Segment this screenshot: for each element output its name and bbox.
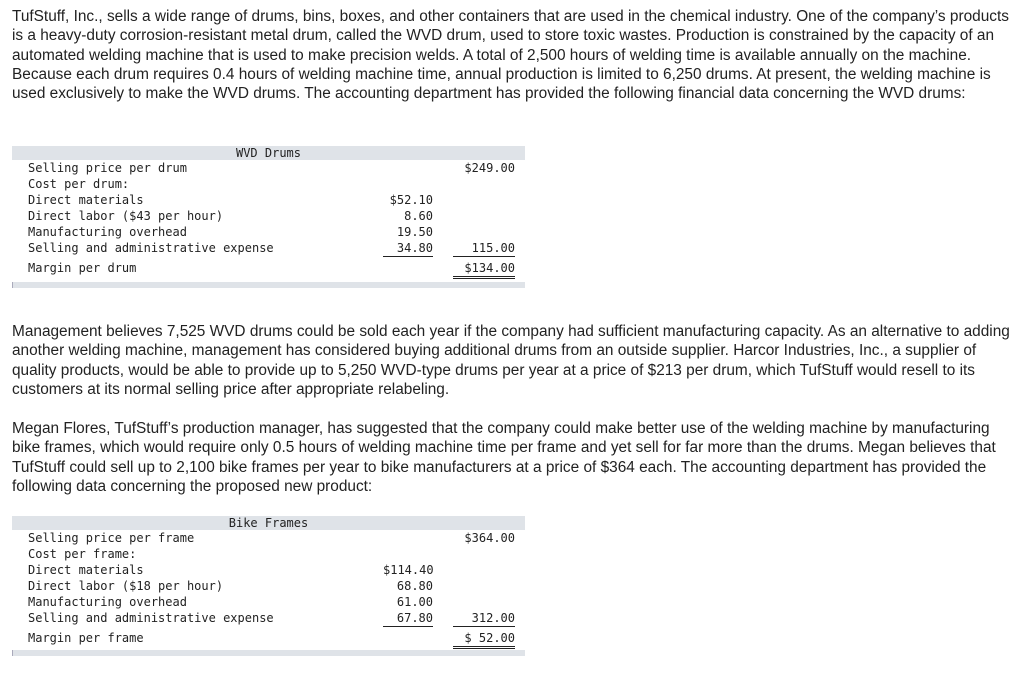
- row-label: Manufacturing overhead: [28, 225, 187, 239]
- sa-expense-value: 34.80: [383, 240, 433, 257]
- row-label: Direct labor ($43 per hour): [28, 209, 224, 223]
- overhead-value: 19.50: [396, 225, 433, 239]
- table-row: [12, 610, 525, 626]
- bike-frames-paragraph: Megan Flores, TufStuff’s production manager, has suggested that the company could make better use of the welding machine by manufacturing bike frames, which would require only 0.5 hours of welding machine time per frame and yet sell for far more than the drums. Megan believes that TufStuff could sell up to 2,100 bike frames per year to bike manufacturers at a price of $364 each. The accounting department has provided the following data concerning the proposed new product:: [12, 420, 996, 495]
- row-label: Selling price per drum: [28, 161, 187, 175]
- wvd-drums-table: [12, 146, 525, 288]
- sa-expense-value: 67.80: [383, 610, 433, 627]
- table-title: Bike Frames: [12, 516, 525, 530]
- total-cost-value: 115.00: [453, 240, 515, 257]
- margin-value: $134.00: [453, 260, 515, 279]
- overhead-value: 61.00: [396, 595, 433, 609]
- direct-materials-value: $52.10: [389, 193, 433, 207]
- table-title: WVD Drums: [12, 146, 525, 160]
- row-label: Cost per drum:: [28, 177, 130, 191]
- margin-value: $ 52.00: [453, 630, 515, 649]
- row-label: Manufacturing overhead: [28, 595, 187, 609]
- table-row: [12, 192, 525, 208]
- row-label: Direct labor ($18 per hour): [28, 579, 224, 593]
- row-label: Selling and administrative expense: [28, 611, 274, 625]
- intro-paragraph: TufStuff, Inc., sells a wide range of drums, bins, boxes, and other containers that are used in the chemical industry. One of the company’s products is a heavy-duty corrosion-resistant metal drum, called the WVD drum, used to store toxic wastes. Production is constrained by the capacity of an automated welding machine that is used to make precision welds. A total of 2,500 hours of welding time is available annually on the machine. Because each drum requires 0.4 hours of welding machine time, annual production is limited to 6,250 drums. At present, the welding machine is used exclusively to make the WVD drums. The accounting department has provided the following financial data concerning the WVD drums:: [12, 8, 1009, 103]
- table-row: [12, 594, 525, 610]
- direct-materials-value: $114.40: [383, 563, 434, 577]
- total-cost-value: 312.00: [453, 610, 515, 627]
- row-label: Margin per drum: [28, 261, 137, 275]
- table-footer-bar: [12, 282, 525, 288]
- table-row: [12, 240, 525, 256]
- table-row: [12, 562, 525, 578]
- row-label: Cost per frame:: [28, 547, 137, 561]
- management-paragraph: Management believes 7,525 WVD drums could be sold each year if the company had sufficient manufacturing capacity. As an alternative to adding another welding machine, management has considered buying additional drums from an outside supplier. Harcor Industries, Inc., a supplier of quality products, would be able to provide up to 5,250 WVD-type drums per year at a price of $213 per drum, which TufStuff would resell to its customers at its normal selling price after appropriate relabeling.: [12, 323, 1010, 398]
- table-footer-bar: [12, 650, 525, 656]
- table-row: [12, 578, 525, 594]
- table-row: [12, 260, 525, 276]
- row-label: Direct materials: [28, 193, 144, 207]
- selling-price-value: $249.00: [464, 161, 515, 175]
- row-label: Margin per frame: [28, 631, 144, 645]
- row-label: Direct materials: [28, 563, 144, 577]
- table-row: [12, 176, 525, 192]
- selling-price-value: $364.00: [464, 531, 515, 545]
- table-row: [12, 208, 525, 224]
- row-label: Selling and administrative expense: [28, 241, 274, 255]
- table-row: [12, 546, 525, 562]
- table-row: [12, 224, 525, 240]
- direct-labor-value: 68.80: [396, 579, 433, 593]
- table-row: [12, 160, 525, 176]
- row-label: Selling price per frame: [28, 531, 195, 545]
- direct-labor-value: 8.60: [404, 209, 433, 223]
- table-row: [12, 630, 525, 646]
- bike-frames-table: [12, 516, 525, 656]
- table-row: [12, 530, 525, 546]
